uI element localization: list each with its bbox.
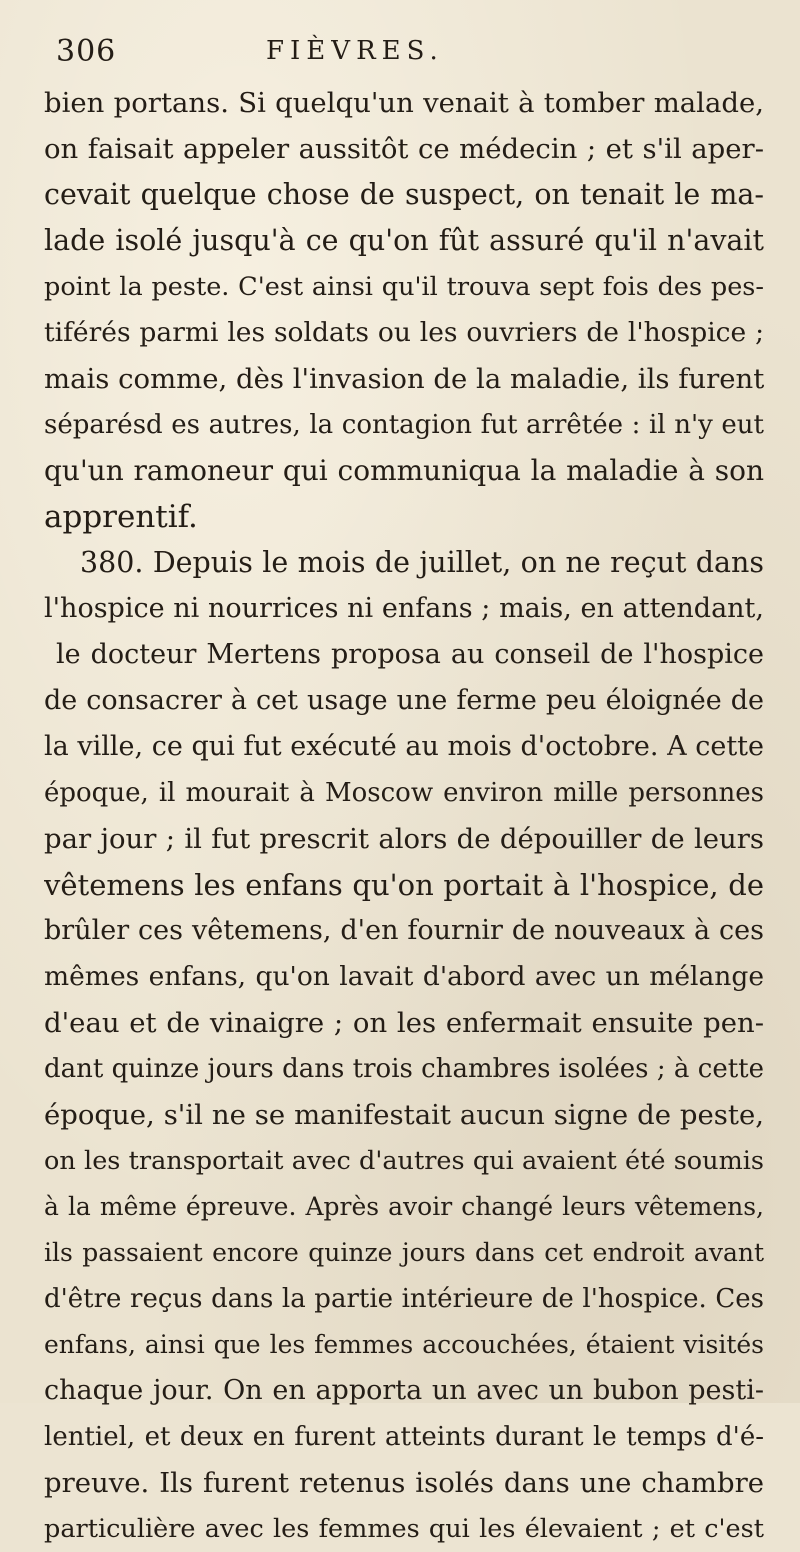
text-line: le docteur Mertens proposa au conseil de l'hospice [56, 639, 764, 670]
text-line: enfans, ainsi que les femmes accouchées, étaient visités [44, 1330, 764, 1359]
text-line: chaque jour. On en apporta un avec un bubon pesti- [44, 1375, 764, 1406]
text-line: par jour ; il fut prescrit alors de dépouiller de leurs [44, 823, 764, 855]
text-line: l'hospice ni nourrices ni enfans ; mais, en attendant, [44, 593, 764, 624]
text-line: point la peste. C'est ainsi qu'il trouva sept fois des pes- [44, 272, 764, 302]
text-line: mêmes enfans, qu'on lavait d'abord avec un mélange [44, 961, 764, 992]
text-line: dant quinze jours dans trois chambres isolées ; à cette [44, 1054, 764, 1084]
text-line: vêtemens les enfans qu'on portait à l'hospice, de [44, 868, 764, 902]
page-number: 306 [56, 34, 117, 69]
text-line: qu'un ramoneur qui communiqua la maladie à son [44, 454, 764, 487]
text-line: on faisait appeler aussitôt ce médecin ; et s'il aper- [44, 133, 764, 165]
text-line: mais comme, dès l'invasion de la maladie, ils furent [44, 363, 764, 395]
running-title: FIÈVRES. [266, 36, 444, 66]
text-line: brûler ces vêtemens, d'en fournir de nouveaux à ces [44, 915, 764, 946]
text-line: époque, il mourait à Moscow environ mille personnes [44, 778, 764, 808]
text-line: la ville, ce qui fut exécuté au mois d'octobre. A cette [44, 731, 764, 762]
text-line: à la même épreuve. Après avoir changé leurs vêtemens, [44, 1192, 764, 1221]
text-line: particulière avec les femmes qui les élevaient ; et c'est [44, 1514, 764, 1544]
body-text [44, 80, 764, 1552]
text-line: d'eau et de vinaigre ; on les enfermait ensuite pen- [44, 1007, 764, 1039]
text-line: d'être reçus dans la partie intérieure de l'hospice. Ces [44, 1284, 764, 1314]
paragraph-start-line: 380. Depuis le mois de juillet, on ne reçut dans [80, 546, 764, 579]
text-line: époque, s'il ne se manifestait aucun signe de peste, [44, 1099, 764, 1131]
text-line: lade isolé jusqu'à ce qu'on fût assuré qu'il n'avait [44, 224, 764, 257]
text-line: tiférés parmi les soldats ou les ouvriers de l'hospice ; [44, 317, 764, 348]
text-line: on les transportait avec d'autres qui avaient été soumis [44, 1146, 764, 1176]
text-line: cevait quelque chose de suspect, on tenait le ma- [44, 178, 764, 211]
text-line: de consacrer à cet usage une ferme peu éloignée de [44, 685, 764, 716]
text-line: séparésd es autres, la contagion fut arrêtée : il n'y eut [44, 410, 764, 440]
text-line: bien portans. Si quelqu'un venait à tomber malade, [44, 87, 764, 119]
text-line: preuve. Ils furent retenus isolés dans une chambre [44, 1467, 764, 1499]
page-header [56, 24, 746, 84]
text-line: lentiel, et deux en furent atteints durant le temps d'é- [44, 1422, 764, 1452]
text-line: ils passaient encore quinze jours dans cet endroit avant [44, 1238, 764, 1267]
text-line: apprentif. [44, 499, 198, 535]
